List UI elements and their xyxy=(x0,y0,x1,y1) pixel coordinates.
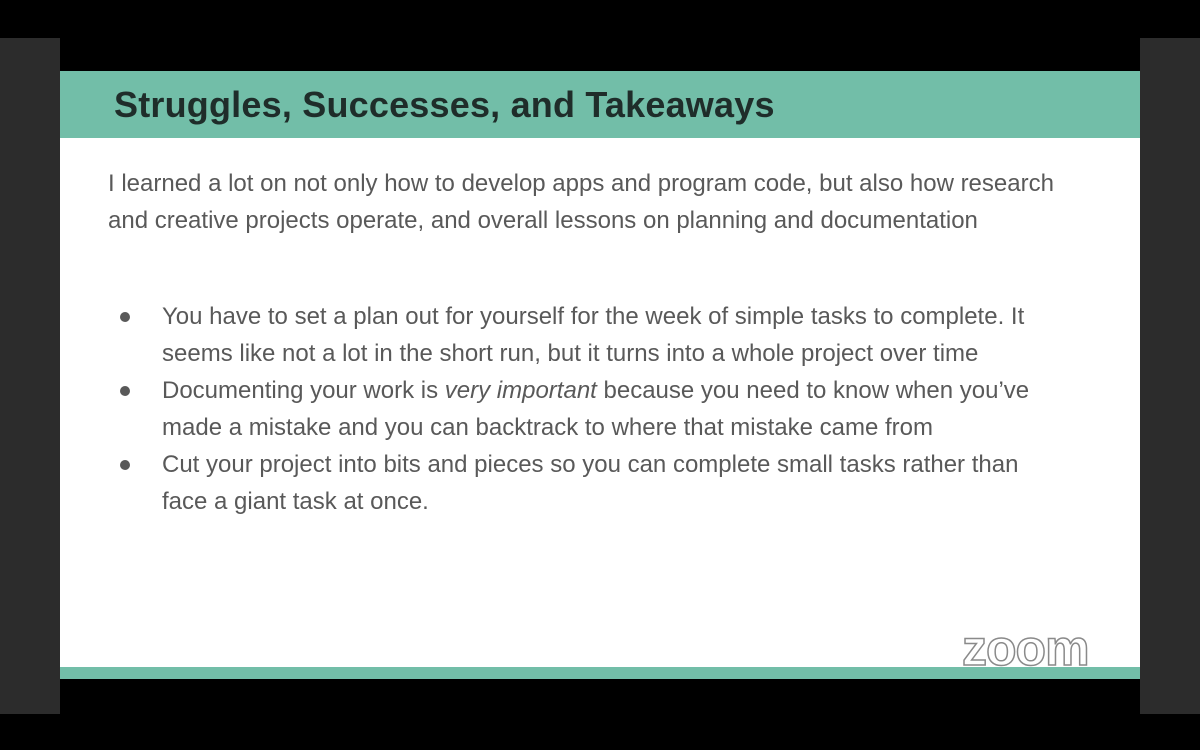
list-item-text: You have to set a plan out for yourself for the week of simple tasks to complete. It seems like not a lot in the short run, but it turns into a whole project over time xyxy=(162,303,1025,367)
list-item xyxy=(108,446,1068,520)
zoom-watermark-logo: zoom xyxy=(962,620,1089,676)
bullet-icon xyxy=(120,386,130,396)
bullet-icon xyxy=(120,312,130,322)
list-item-text-before: Documenting your work is xyxy=(162,377,445,404)
bullet-icon xyxy=(120,460,130,470)
list-item-emphasis: very important xyxy=(444,377,597,404)
list-item xyxy=(108,372,1068,446)
title-bar xyxy=(60,71,1140,138)
right-side-panel xyxy=(1140,38,1200,714)
shared-slide xyxy=(60,71,1140,679)
list-item xyxy=(108,298,1068,372)
takeaway-list xyxy=(108,298,1068,520)
slide-title: Struggles, Successes, and Takeaways xyxy=(114,84,775,125)
intro-paragraph: I learned a lot on not only how to develop apps and program code, but also how research and creative projects operate, and overall lessons on planning and documentation xyxy=(108,170,1054,234)
list-item-text: Cut your project into bits and pieces so you can complete small tasks rather than face a giant task at once. xyxy=(162,451,1019,515)
list-item-text-after: because you need to know when you’ve made a mistake and you can backtrack to where that mistake came from xyxy=(162,377,1030,441)
left-side-panel xyxy=(0,38,60,714)
